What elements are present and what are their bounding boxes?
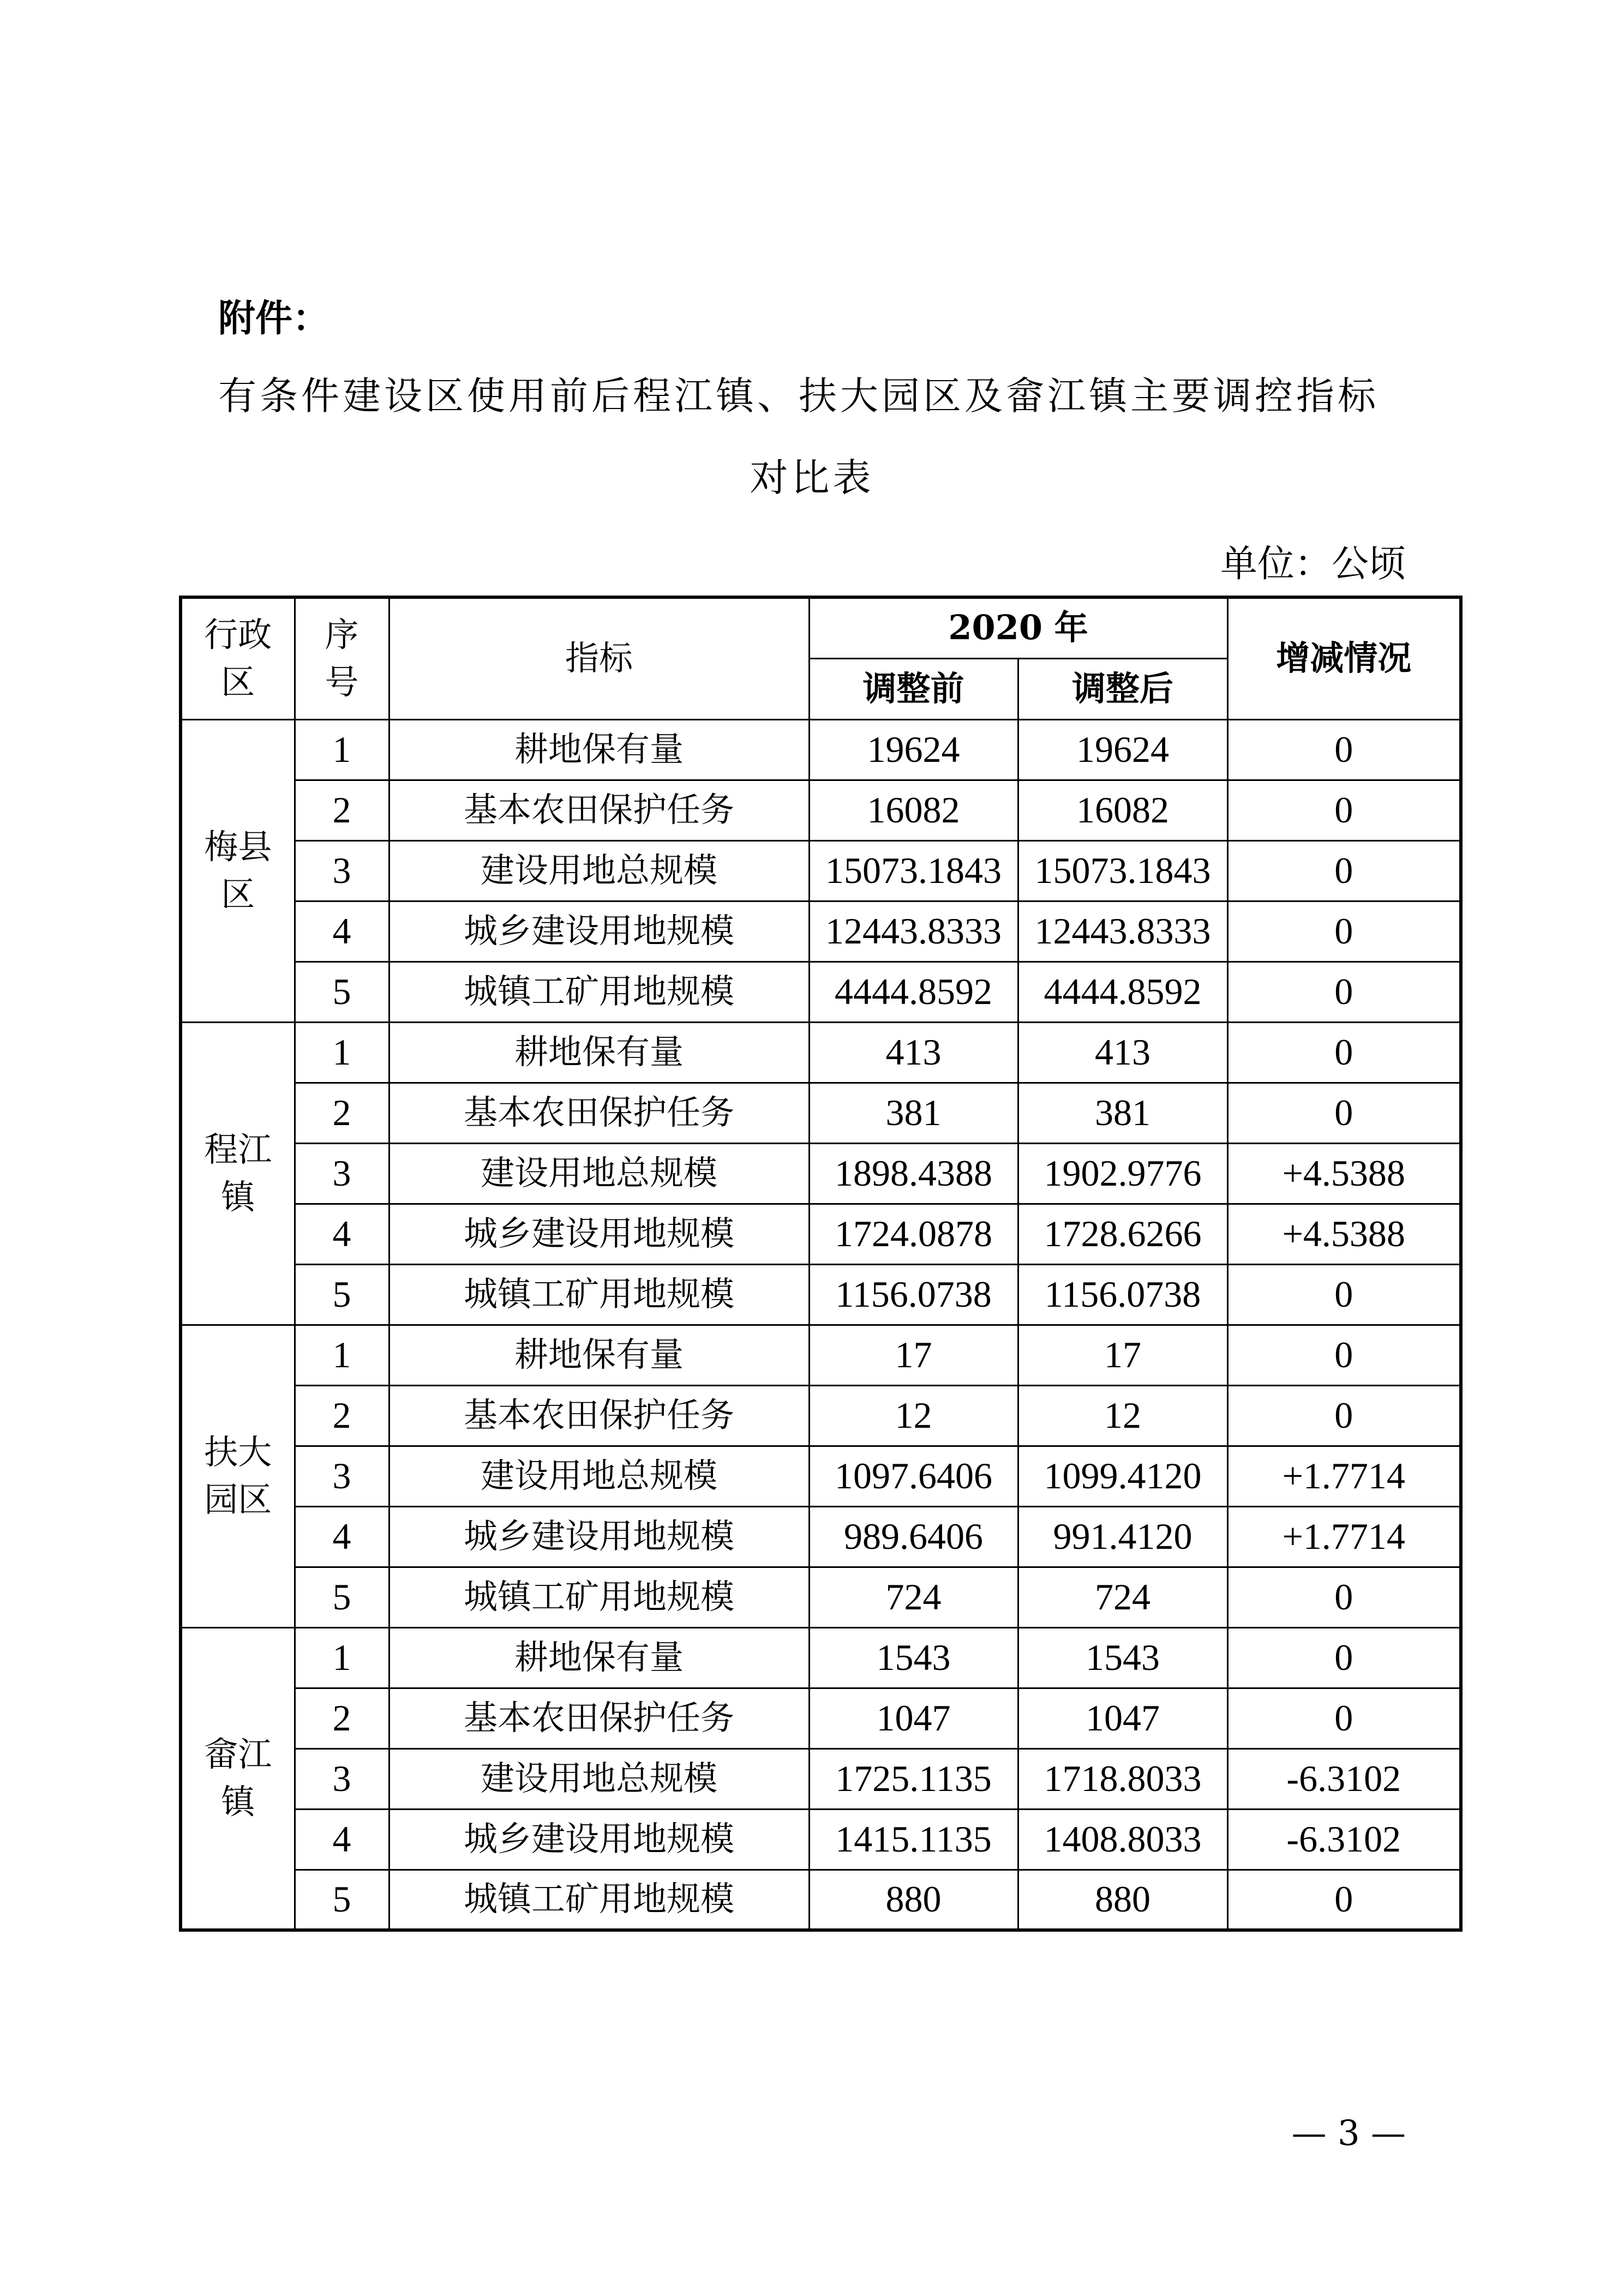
value-after: 12443.8333 [1018, 901, 1227, 961]
indicator-name: 城乡建设用地规模 [389, 1809, 809, 1870]
table-row [181, 1748, 1461, 1809]
header-region-label: 行政 区 [204, 614, 272, 702]
value-before: 19624 [809, 719, 1018, 780]
page-number: — 3 — [1291, 2113, 1406, 2154]
value-before: 17 [809, 1325, 1018, 1385]
indicator-name: 建设用地总规模 [389, 1446, 809, 1506]
row-index: 5 [295, 1870, 389, 1930]
value-after: 15073.1843 [1018, 840, 1227, 901]
indicator-name: 耕地保有量 [389, 719, 809, 780]
table-row [181, 1870, 1461, 1930]
region-name: 程江 镇 [181, 1022, 295, 1325]
value-after: 16082 [1018, 780, 1227, 840]
table-row [181, 1506, 1461, 1567]
value-change: 0 [1227, 840, 1461, 901]
value-change: 0 [1227, 719, 1461, 780]
value-before: 4444.8592 [809, 961, 1018, 1022]
value-before: 880 [809, 1870, 1018, 1930]
header-before: 调整前 [809, 658, 1018, 719]
value-before: 1097.6406 [809, 1446, 1018, 1506]
table-row [181, 1204, 1461, 1264]
table-row [181, 1446, 1461, 1506]
row-index: 2 [295, 1688, 389, 1748]
value-change: 0 [1227, 1022, 1461, 1083]
indicator-name: 城镇工矿用地规模 [389, 961, 809, 1022]
value-change: -6.3102 [1227, 1748, 1461, 1809]
region-name: 畲江 镇 [181, 1627, 295, 1930]
value-change: 0 [1227, 1627, 1461, 1688]
value-after: 991.4120 [1018, 1506, 1227, 1567]
row-index: 5 [295, 1567, 389, 1627]
value-change: 0 [1227, 1083, 1461, 1143]
value-after: 1728.6266 [1018, 1204, 1227, 1264]
row-index: 3 [295, 1748, 389, 1809]
table-row [181, 1022, 1461, 1083]
row-index: 1 [295, 1325, 389, 1385]
row-index: 3 [295, 840, 389, 901]
row-index: 2 [295, 780, 389, 840]
indicator-name: 城乡建设用地规模 [389, 901, 809, 961]
header-index [295, 597, 389, 719]
row-index: 4 [295, 1506, 389, 1567]
value-after: 724 [1018, 1567, 1227, 1627]
value-change: 0 [1227, 961, 1461, 1022]
value-before: 16082 [809, 780, 1018, 840]
indicator-name: 城镇工矿用地规模 [389, 1264, 809, 1325]
indicator-name: 基本农田保护任务 [389, 1385, 809, 1446]
header-change: 增减情况 [1227, 597, 1461, 719]
value-change: 0 [1227, 1385, 1461, 1446]
value-change: 0 [1227, 1870, 1461, 1930]
value-change: 0 [1227, 1567, 1461, 1627]
row-index: 5 [295, 961, 389, 1022]
table-title-line1: 有条件建设区使用前后程江镇、扶大园区及畲江镇主要调控指标 [218, 374, 1379, 418]
indicator-name: 基本农田保护任务 [389, 1083, 809, 1143]
table-row [181, 1264, 1461, 1325]
value-before: 989.6406 [809, 1506, 1018, 1567]
header-index-label: 序 号 [325, 614, 359, 702]
value-after: 413 [1018, 1022, 1227, 1083]
header-indicator: 指标 [389, 597, 809, 719]
value-before: 1543 [809, 1627, 1018, 1688]
value-before: 12 [809, 1385, 1018, 1446]
header-year: 2020 年 [809, 597, 1227, 658]
value-after: 1718.8033 [1018, 1748, 1227, 1809]
row-index: 2 [295, 1083, 389, 1143]
region-name: 梅县 区 [181, 719, 295, 1022]
attachment-label: 附件： [218, 297, 330, 340]
region-name: 扶大 园区 [181, 1325, 295, 1627]
table-row [181, 1567, 1461, 1627]
value-after: 4444.8592 [1018, 961, 1227, 1022]
value-after: 1047 [1018, 1688, 1227, 1748]
value-change: -6.3102 [1227, 1809, 1461, 1870]
row-index: 4 [295, 1809, 389, 1870]
table-row [181, 719, 1461, 780]
row-index: 1 [295, 719, 389, 780]
table-row [181, 780, 1461, 840]
row-index: 3 [295, 1143, 389, 1204]
row-index: 1 [295, 1627, 389, 1688]
indicator-comparison-table [179, 596, 1463, 1932]
value-after: 17 [1018, 1325, 1227, 1385]
row-index: 5 [295, 1264, 389, 1325]
value-after: 19624 [1018, 719, 1227, 780]
value-change: 0 [1227, 1688, 1461, 1748]
value-change: +1.7714 [1227, 1506, 1461, 1567]
value-change: +4.5388 [1227, 1143, 1461, 1204]
indicator-name: 建设用地总规模 [389, 1748, 809, 1809]
indicator-name: 耕地保有量 [389, 1325, 809, 1385]
value-before: 381 [809, 1083, 1018, 1143]
table-row [181, 961, 1461, 1022]
header-region [181, 597, 295, 719]
indicator-name: 耕地保有量 [389, 1627, 809, 1688]
table-row [181, 1083, 1461, 1143]
row-index: 4 [295, 1204, 389, 1264]
row-index: 3 [295, 1446, 389, 1506]
value-before: 1724.0878 [809, 1204, 1018, 1264]
value-before: 1415.1135 [809, 1809, 1018, 1870]
indicator-name: 基本农田保护任务 [389, 780, 809, 840]
value-before: 724 [809, 1567, 1018, 1627]
value-change: +4.5388 [1227, 1204, 1461, 1264]
indicator-name: 城乡建设用地规模 [389, 1204, 809, 1264]
table-row [181, 1809, 1461, 1870]
value-after: 1902.9776 [1018, 1143, 1227, 1204]
header-row-1 [181, 597, 1461, 658]
value-after: 1408.8033 [1018, 1809, 1227, 1870]
indicator-name: 基本农田保护任务 [389, 1688, 809, 1748]
value-after: 12 [1018, 1385, 1227, 1446]
value-before: 12443.8333 [809, 901, 1018, 961]
value-before: 1156.0738 [809, 1264, 1018, 1325]
indicator-name: 城乡建设用地规模 [389, 1506, 809, 1567]
value-before: 1725.1135 [809, 1748, 1018, 1809]
table-row [181, 1627, 1461, 1688]
value-before: 1898.4388 [809, 1143, 1018, 1204]
header-after: 调整后 [1018, 658, 1227, 719]
indicator-name: 耕地保有量 [389, 1022, 809, 1083]
value-before: 413 [809, 1022, 1018, 1083]
value-before: 1047 [809, 1688, 1018, 1748]
value-change: 0 [1227, 1264, 1461, 1325]
indicator-name: 建设用地总规模 [389, 1143, 809, 1204]
row-index: 2 [295, 1385, 389, 1446]
value-change: 0 [1227, 901, 1461, 961]
value-after: 1156.0738 [1018, 1264, 1227, 1325]
table-row [181, 1143, 1461, 1204]
table-title-line2: 对比表 [750, 455, 874, 500]
table-row [181, 1385, 1461, 1446]
value-after: 1543 [1018, 1627, 1227, 1688]
table-row [181, 1325, 1461, 1385]
unit-label: 单位：公顷 [1220, 543, 1406, 586]
indicator-name: 城镇工矿用地规模 [389, 1567, 809, 1627]
value-before: 15073.1843 [809, 840, 1018, 901]
table-row [181, 840, 1461, 901]
value-after: 1099.4120 [1018, 1446, 1227, 1506]
table-row [181, 901, 1461, 961]
value-change: +1.7714 [1227, 1446, 1461, 1506]
value-after: 381 [1018, 1083, 1227, 1143]
row-index: 4 [295, 901, 389, 961]
value-after: 880 [1018, 1870, 1227, 1930]
indicator-name: 城镇工矿用地规模 [389, 1870, 809, 1930]
indicator-name: 建设用地总规模 [389, 840, 809, 901]
table-row [181, 1688, 1461, 1748]
value-change: 0 [1227, 780, 1461, 840]
value-change: 0 [1227, 1325, 1461, 1385]
row-index: 1 [295, 1022, 389, 1083]
